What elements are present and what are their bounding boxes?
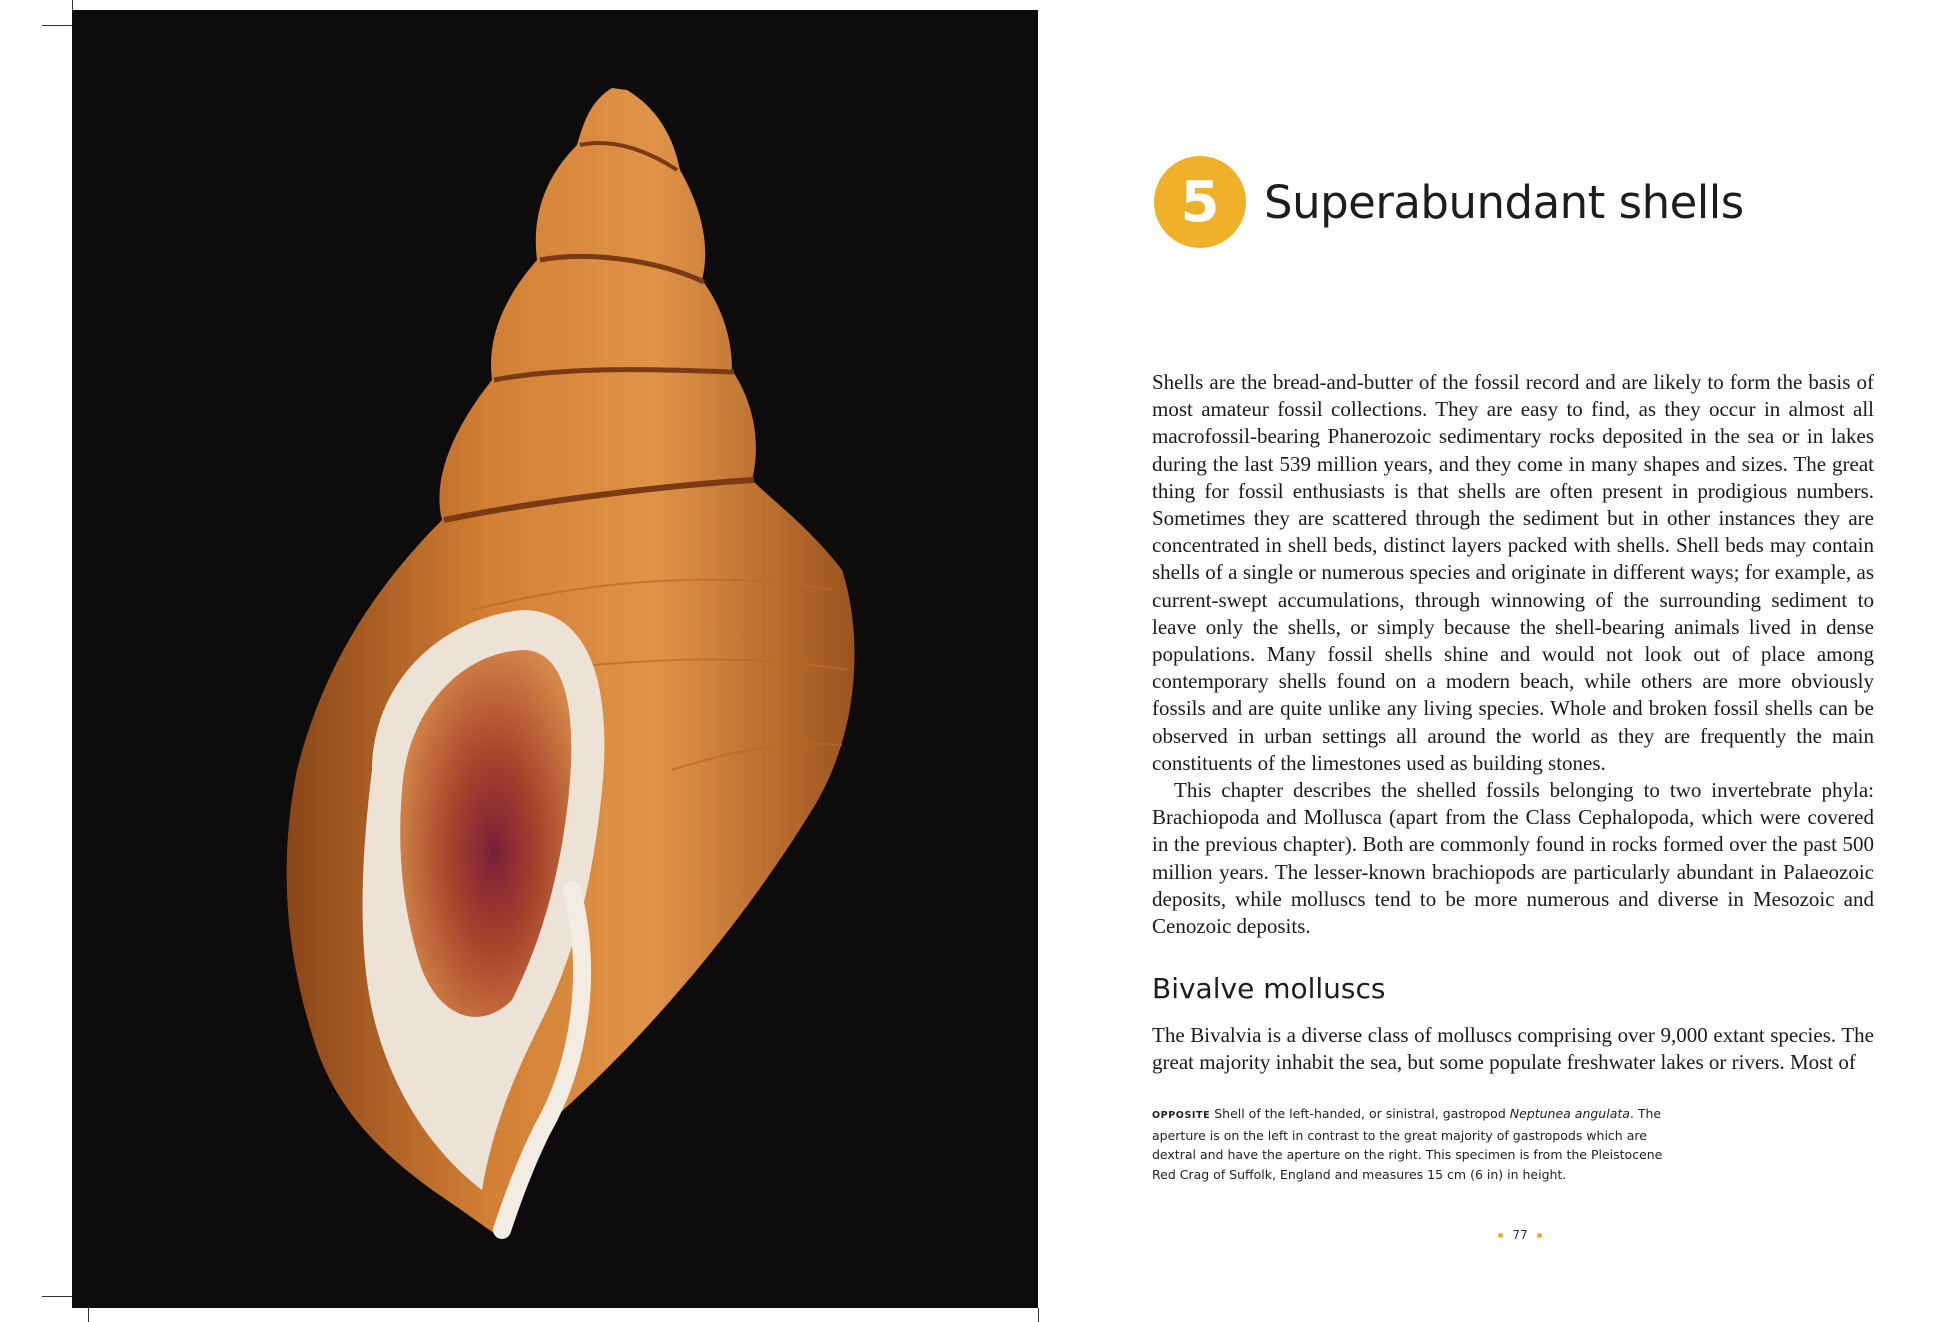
page-footer	[1480, 1228, 1560, 1242]
shell-photograph	[72, 10, 1038, 1308]
dot-icon	[1498, 1233, 1503, 1238]
crop-mark	[88, 1308, 89, 1322]
photo-caption	[1152, 1104, 1672, 1184]
page-number: 77	[1512, 1228, 1528, 1242]
caption-label: OPPOSITE	[1152, 1110, 1211, 1121]
gastropod-shell-illustration	[72, 10, 1038, 1308]
section-heading: Bivalve molluscs	[1152, 972, 1386, 1005]
caption-species: Neptunea angulata	[1509, 1106, 1630, 1121]
intro-paragraph: This chapter describes the shelled fossils belonging to two invertebrate phyla: Brachiopoda and Mollusca (apart from the Class Cephalopoda, which were covered in the previous chapter). Both are commonly found in rocks formed over the past 500 million years. The lesser-known brachiopods are particularly abundant in Palaeozoic deposits, while molluscs tend to be more numerous and diverse in Mesozoic and Cenozoic deposits.	[1152, 778, 1874, 939]
dot-icon	[1537, 1233, 1542, 1238]
caption-text: Shell of the left-handed, or sinistral, gastropod	[1210, 1106, 1510, 1121]
section-text	[1152, 1022, 1874, 1076]
intro-text	[1152, 369, 1874, 940]
chapter-title: Superabundant shells	[1264, 175, 1744, 229]
chapter-heading	[1154, 156, 1744, 248]
section-paragraph: The Bivalvia is a diverse class of molluscs comprising over 9,000 extant species. The great majority inhabit the sea, but some populate freshwater lakes or rivers. Most of	[1152, 1023, 1874, 1075]
caption-text: . The aperture is on the left in contrast to the great majority of gastropods which are dextral and have the aperture on the right. This specimen is from the Pleistocene Red Crag of Suffolk, England and measures 15 cm (6 in) in height.	[1152, 1106, 1663, 1182]
chapter-number-badge: 5	[1154, 156, 1246, 248]
crop-mark	[1038, 1308, 1039, 1322]
intro-paragraph: Shells are the bread-and-butter of the fossil record and are likely to form the basis of most amateur fossil collections. They are easy to find, as they occur in almost all macrofossil-bearing Phanerozoic sedimentary rocks deposited in the sea or in lakes during the last 539 million years, and they come in many shapes and sizes. The great thing for fossil enthusiasts is that shells are often present in prodigious numbers. Sometimes they are scattered through the sediment but in other instances they are concentrated in shell beds, distinct layers packed with shells. Shell beds may contain shells of a single or numerous species and originate in different ways; for example, as current-swept accumulations, through winnowing of the surrounding sediment to leave only the shells, or simply because the shell-bearing animals lived in dense populations. Many fossil shells shine and would not look out of place among contemporary shells found on a modern beach, while others are more obviously fossils and are quite unlike any living species. Whole and broken fossil shells can be observed in urban settings all around the world as they are frequently the main constituents of the limestones used as building stones.	[1152, 370, 1874, 775]
crop-mark	[42, 1296, 72, 1297]
crop-mark	[72, 0, 73, 10]
crop-mark	[42, 25, 72, 26]
